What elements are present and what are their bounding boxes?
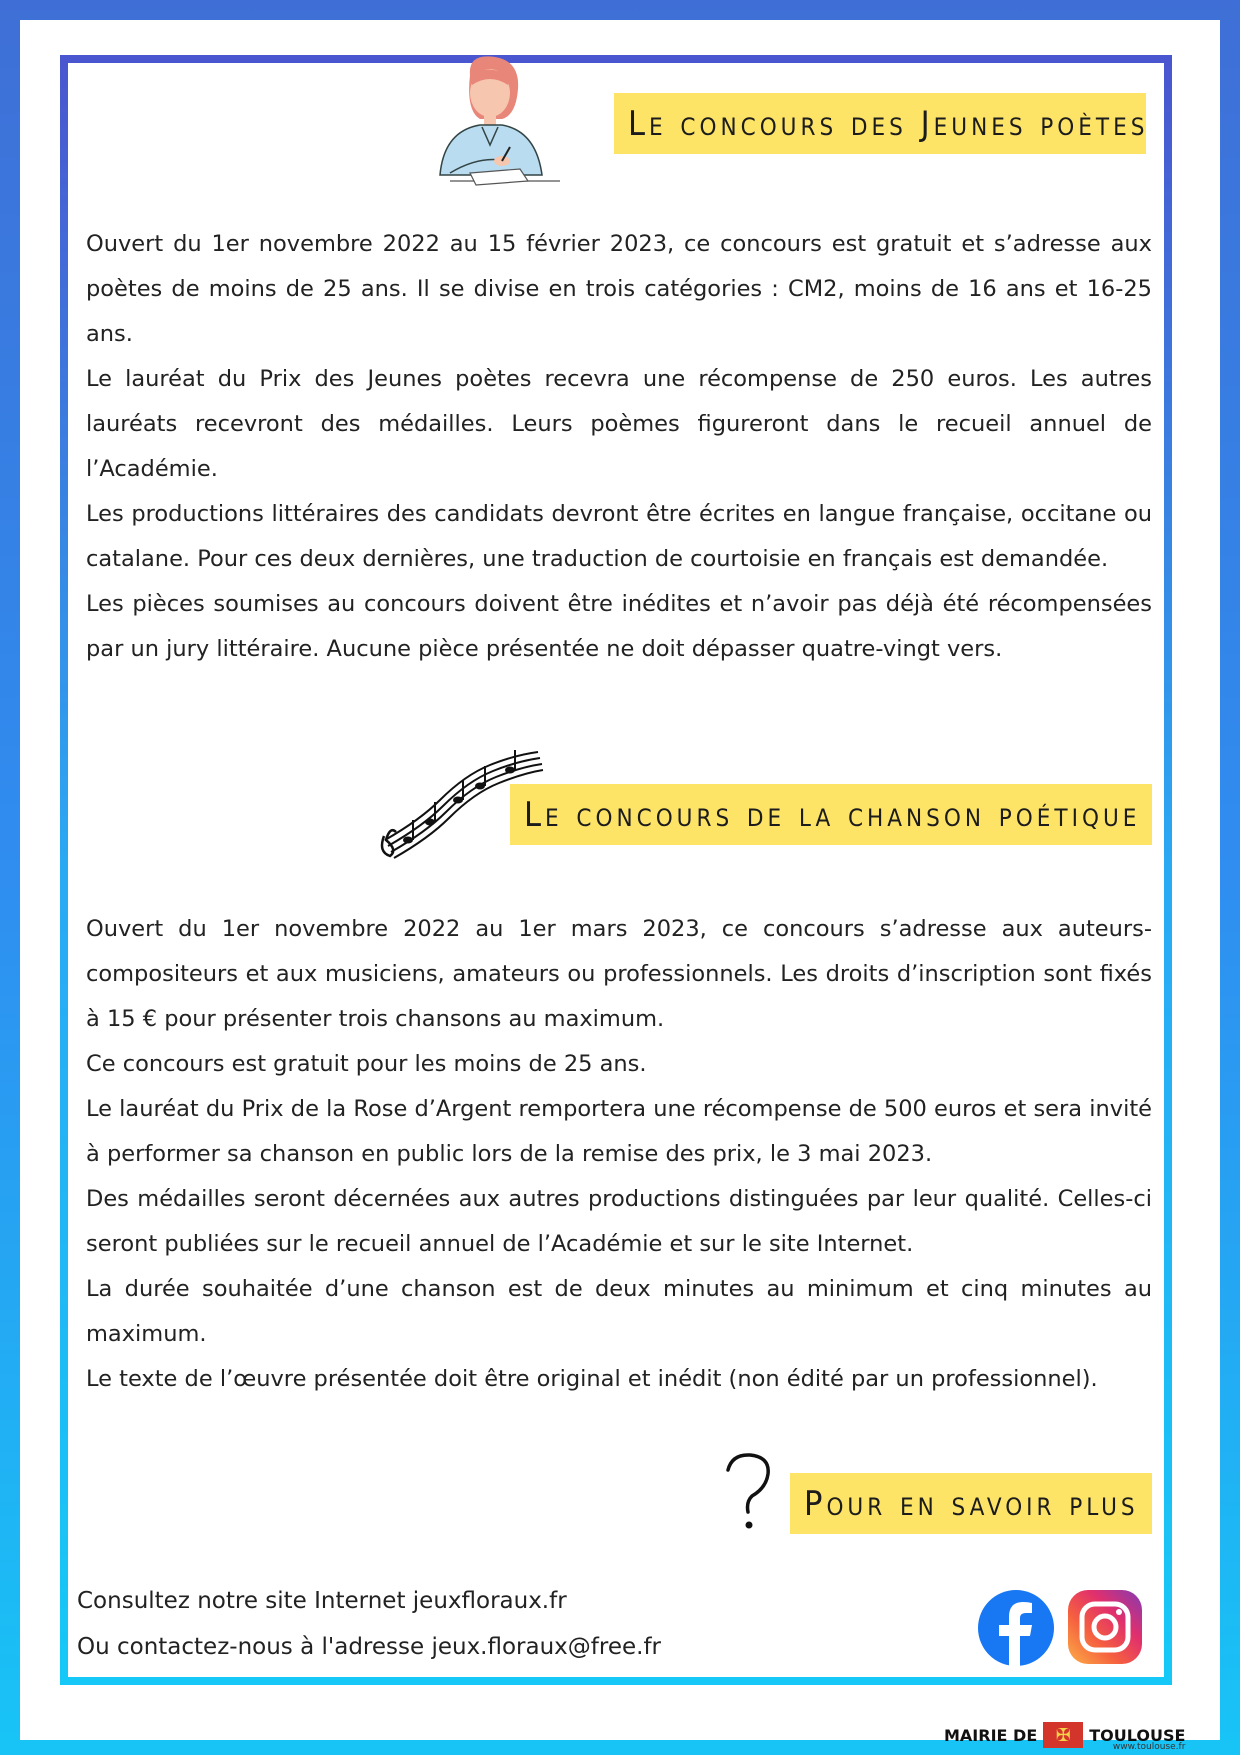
mairie-toulouse-logo (944, 1720, 1185, 1750)
instagram-icon[interactable] (1066, 1588, 1144, 1666)
section2-title: Le concours de la chanson poétique (510, 784, 1152, 845)
section3-title: Pour en savoir plus (790, 1473, 1152, 1534)
section1-paragraph: Les productions littéraires des candidats devront être écrites en langue française, occitane ou catalane. Pour ces deux dernières, une traduction de courtoisie en français est demandée. (86, 501, 1152, 572)
section2-paragraph: Ouvert du 1er novembre 2022 au 1er mars 2023, ce concours s’adresse aux auteurs-compositeurs et aux musiciens, amateurs ou professionnels. Les droits d’inscription sont fixés à 15 € pour présenter trois chansons au maximum. (86, 916, 1152, 1032)
section2-paragraph: Le lauréat du Prix de la Rose d’Argent remportera une récompense de 500 euros et sera invité à performer sa chanson en public lors de la remise des prix, le 3 mai 2023. (86, 1096, 1152, 1167)
section2-body (86, 907, 1152, 1402)
question-mark-icon (718, 1452, 778, 1532)
toulouse-cross-icon: ✠ (1043, 1722, 1083, 1748)
section2-paragraph: La durée souhaitée d’une chanson est de deux minutes au minimum et cinq minutes au maximum. (86, 1276, 1152, 1347)
section2-paragraph: Des médailles seront décernées aux autres productions distinguées par leur qualité. Celles-ci seront publiées sur le recueil annuel de l’Académie et sur le site Internet. (86, 1186, 1152, 1257)
contact-website-line: Consultez notre site Internet jeuxfloraux.fr (77, 1588, 567, 1614)
logo-left-text: MAIRIE DE (944, 1725, 1038, 1745)
contact-email-line: Ou contactez-nous à l'adresse jeux.floraux@free.fr (77, 1634, 661, 1660)
section2-paragraph: Le texte de l’œuvre présentée doit être original et inédit (non édité par un professionnel). (86, 1366, 1098, 1392)
section1-title: Le concours des Jeunes poètes (614, 93, 1146, 154)
section1-body (86, 222, 1152, 672)
facebook-icon[interactable] (976, 1588, 1056, 1668)
section1-paragraph: Le lauréat du Prix des Jeunes poètes recevra une récompense de 250 euros. Les autres lauréats recevront des médailles. Leurs poèmes figureront dans le recueil annuel de l’Académie. (86, 366, 1152, 482)
logo-right-text: TOULOUSE (1089, 1725, 1186, 1745)
section2-paragraph: Ce concours est gratuit pour les moins de 25 ans. (86, 1051, 647, 1077)
woman-writing-icon (410, 55, 580, 190)
section1-paragraph: Ouvert du 1er novembre 2022 au 15 février 2023, ce concours est gratuit et s’adresse aux poètes de moins de 25 ans. Il se divise en trois catégories : CM2, moins de 16 ans et 16-25 ans. (86, 231, 1152, 347)
section1-paragraph: Les pièces soumises au concours doivent être inédites et n’avoir pas déjà été récompensées par un jury littéraire. Aucune pièce présentée ne doit dépasser quatre-vingt vers. (86, 591, 1152, 662)
logo-url-text: www.toulouse.fr (1112, 1742, 1186, 1752)
